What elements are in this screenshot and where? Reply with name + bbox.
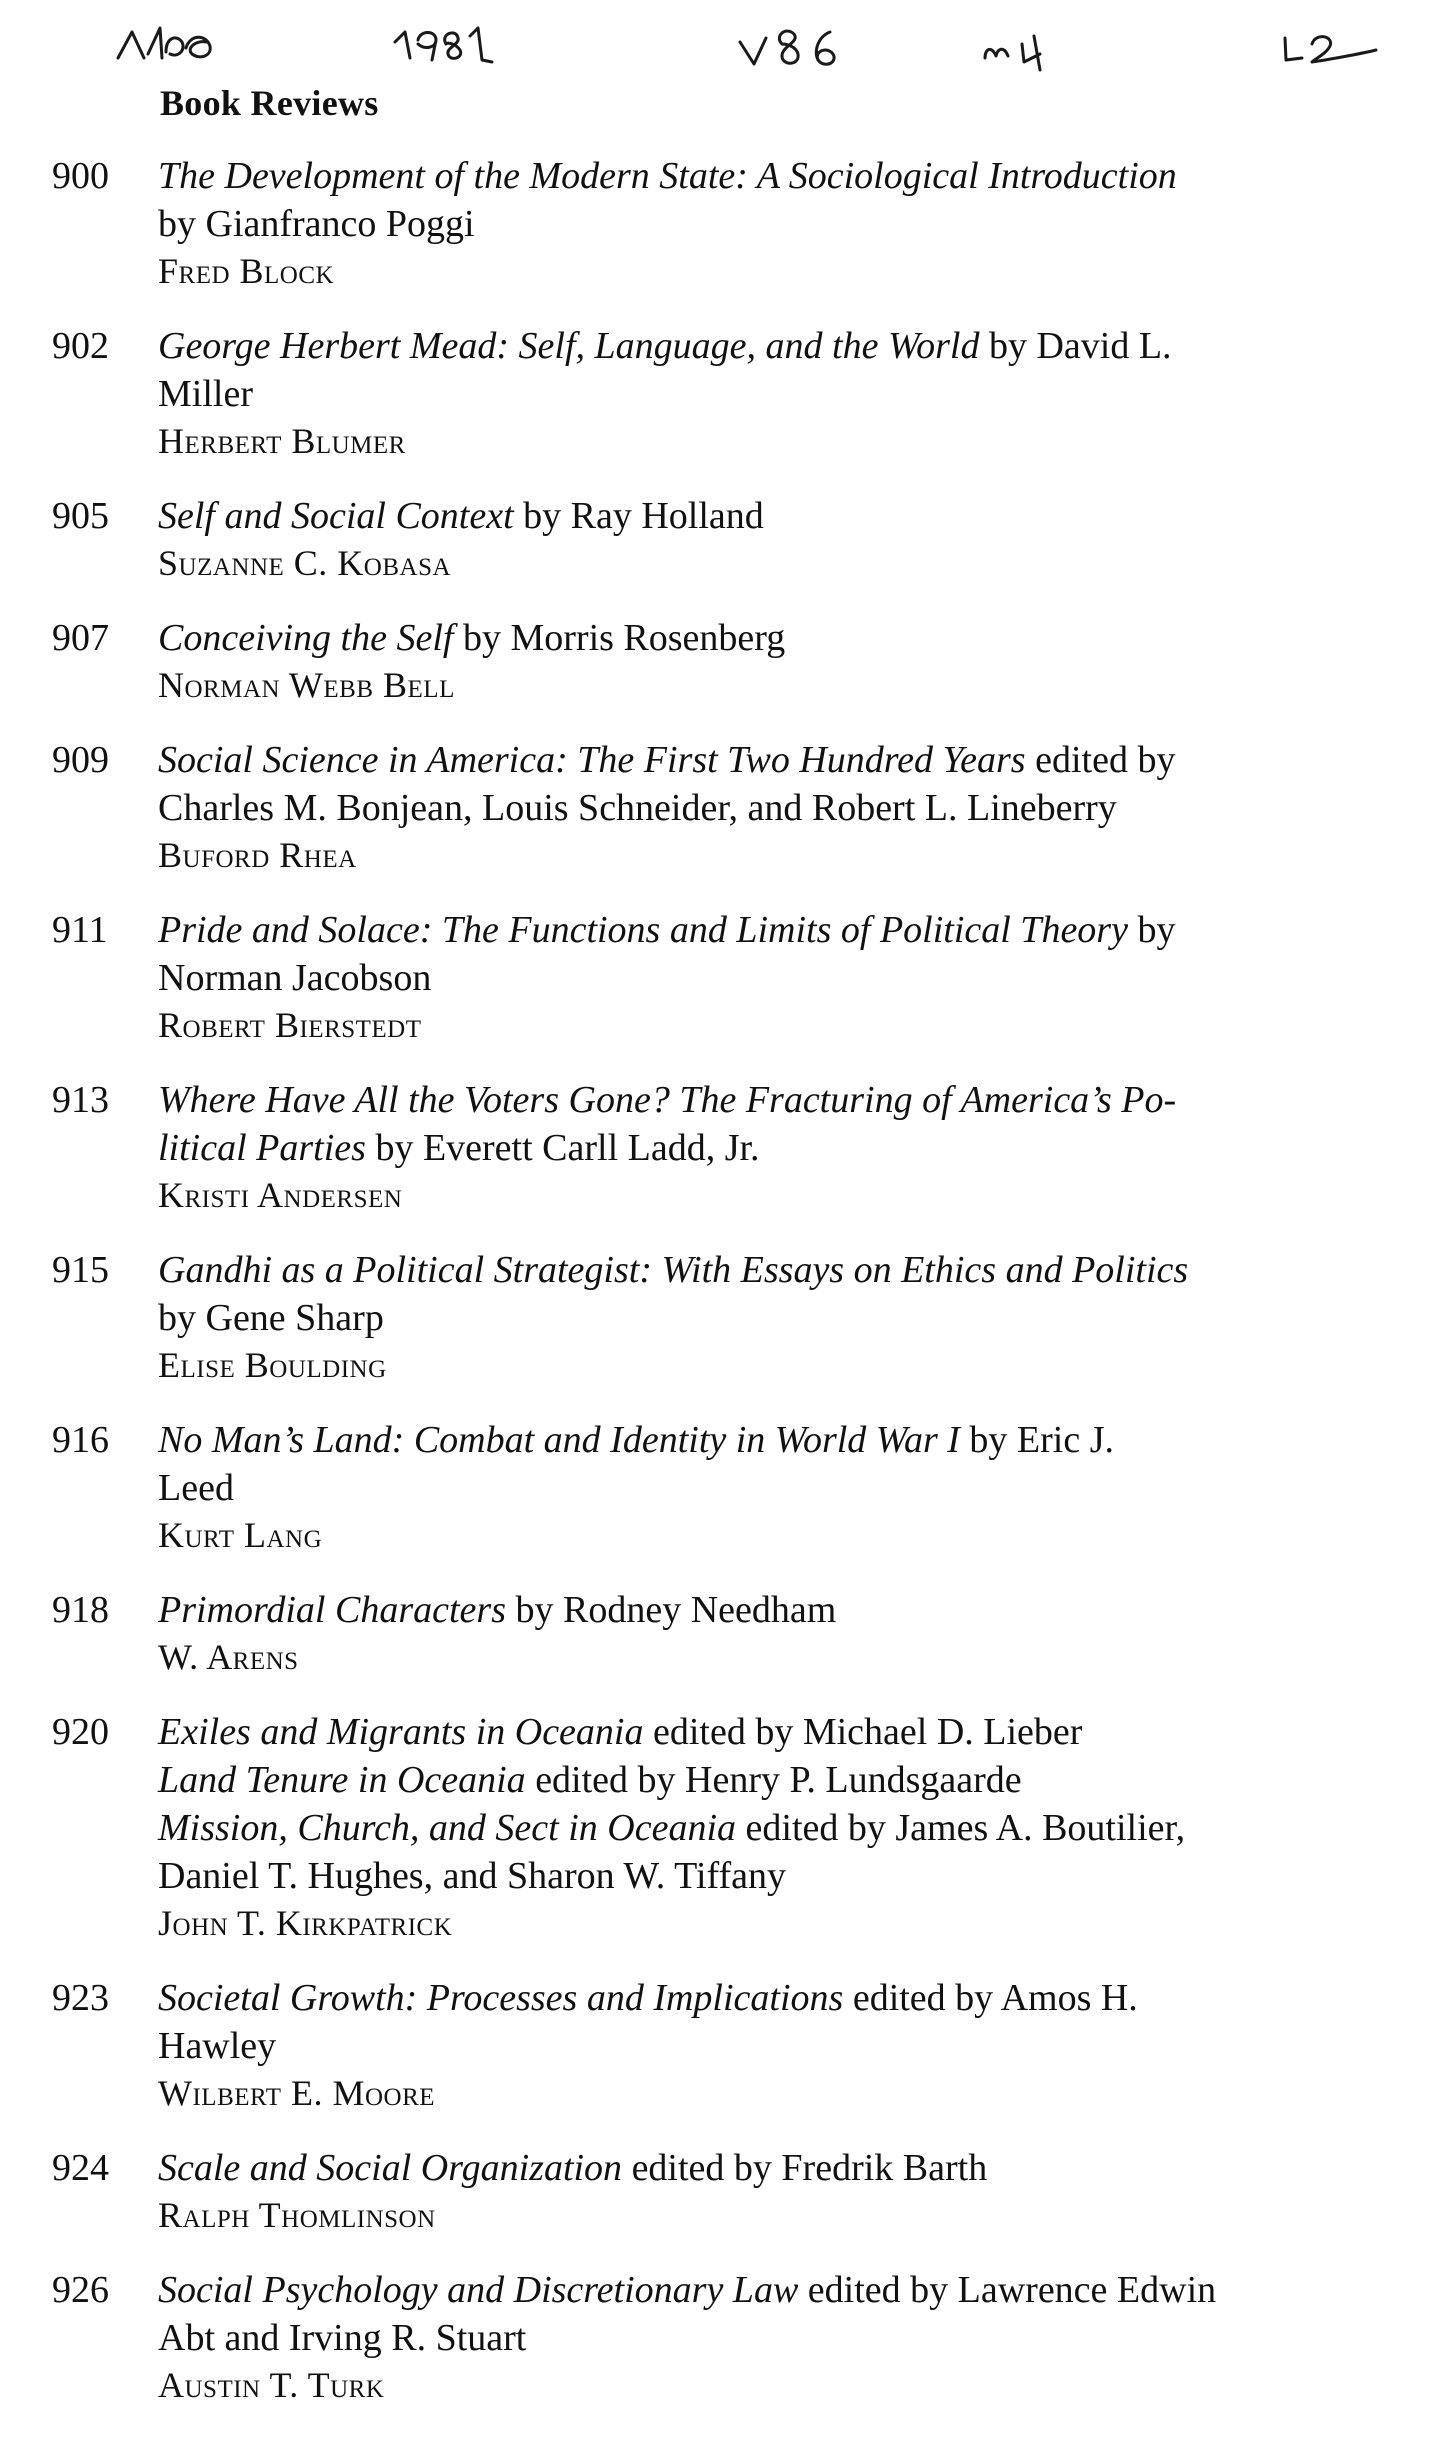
book-title: Societal Growth: Processes and Implications xyxy=(158,1977,844,2019)
page-number: 902 xyxy=(52,325,109,367)
citation-line xyxy=(158,614,1392,662)
citation-text: Norman Jacobson xyxy=(158,957,432,999)
review-citation xyxy=(158,2266,1392,2408)
book-title: Social Psychology and Discretionary Law xyxy=(158,2269,799,2311)
citation-line xyxy=(158,1586,1392,1634)
review-entry xyxy=(52,906,1392,1048)
page-number: 923 xyxy=(52,1977,109,2019)
citation-text: by xyxy=(1127,909,1176,951)
review-entry xyxy=(52,1974,1392,2116)
book-title: Mission, Church, and Sect in Oceania xyxy=(158,1807,737,1849)
review-citation xyxy=(158,1586,1392,1680)
citation-text: edited by Lawrence Edwin xyxy=(798,2269,1217,2311)
citation-line xyxy=(158,784,1392,832)
citation-text: Charles M. Bonjean, Louis Schneider, and Robert L. Lineberry xyxy=(158,787,1117,829)
citation-text: edited by James A. Boutilier, xyxy=(736,1807,1186,1849)
citation-line xyxy=(158,2266,1392,2314)
review-entry xyxy=(52,152,1392,294)
reviewer-name: Robert Bierstedt xyxy=(158,1005,422,1045)
reviewer-name: John T. Kirkpatrick xyxy=(158,1903,453,1943)
review-citation xyxy=(158,1416,1392,1558)
citation-text: edited by Michael D. Lieber xyxy=(643,1711,1083,1753)
review-citation xyxy=(158,906,1392,1048)
review-entry xyxy=(52,736,1392,878)
page-number: 915 xyxy=(52,1249,109,1291)
review-entry xyxy=(52,1246,1392,1388)
reviewer-name: Elise Boulding xyxy=(158,1345,387,1385)
citation-line xyxy=(158,1852,1392,1900)
citation-line xyxy=(158,1416,1392,1464)
citation-line xyxy=(158,2022,1392,2070)
citation-text: by Eric J. xyxy=(959,1419,1114,1461)
page-number: 907 xyxy=(52,617,109,659)
book-title: Exiles and Migrants in Oceania xyxy=(158,1711,644,1753)
page-number: 916 xyxy=(52,1419,109,1461)
review-entry xyxy=(52,1076,1392,1218)
citation-text: by Everett Carll Ladd, Jr. xyxy=(365,1127,760,1169)
book-title: litical Parties xyxy=(158,1127,366,1169)
reviewer-name: Herbert Blumer xyxy=(158,421,406,461)
citation-text: edited by Amos H. xyxy=(843,1977,1138,2019)
page-number: 911 xyxy=(52,909,108,951)
citation-text: edited by Fredrik Barth xyxy=(622,2147,988,2189)
book-title: Gandhi as a Political Strategist: With Essays on Ethics and Politics xyxy=(158,1249,1189,1291)
page-number: 924 xyxy=(52,2147,109,2189)
review-citation xyxy=(158,492,1392,586)
page-number: 918 xyxy=(52,1589,109,1631)
citation-text: by Morris Rosenberg xyxy=(453,617,786,659)
reviewer-name: Kristi Andersen xyxy=(158,1175,403,1215)
citation-line xyxy=(158,1974,1392,2022)
review-entry xyxy=(52,614,1392,708)
citation-text: by Ray Holland xyxy=(513,495,764,537)
review-entry xyxy=(52,2144,1392,2238)
book-title: Land Tenure in Oceania xyxy=(158,1759,526,1801)
book-title: Conceiving the Self xyxy=(158,617,454,659)
reviewer-name: Buford Rhea xyxy=(158,835,357,875)
citation-text: by Gianfranco Poggi xyxy=(158,203,475,245)
section-title: Book Reviews xyxy=(160,83,379,123)
citation-line xyxy=(158,322,1392,370)
citation-text: edited by Henry P. Lundsgaarde xyxy=(525,1759,1022,1801)
citation-line xyxy=(158,1464,1392,1512)
review-citation xyxy=(158,614,1392,708)
review-entry xyxy=(52,1416,1392,1558)
citation-line xyxy=(158,152,1392,200)
citation-text: Hawley xyxy=(158,2025,277,2067)
review-citation xyxy=(158,736,1392,878)
reviewer-name: Suzanne C. Kobasa xyxy=(158,543,452,583)
citation-line xyxy=(158,2314,1392,2362)
book-title: George Herbert Mead: Self, Language, and the World xyxy=(158,325,980,367)
page-number: 900 xyxy=(52,155,109,197)
citation-text: Leed xyxy=(158,1467,234,1509)
citation-line xyxy=(158,1076,1392,1124)
book-reviews-page xyxy=(52,82,1392,2436)
page-number: 905 xyxy=(52,495,109,537)
page-number: 913 xyxy=(52,1079,109,1121)
book-title: Primordial Characters xyxy=(158,1589,506,1631)
citation-line xyxy=(158,1124,1392,1172)
citation-line xyxy=(158,1804,1392,1852)
review-entry xyxy=(52,1708,1392,1946)
reviewer-name: W. Arens xyxy=(158,1637,299,1677)
citation-text: Miller xyxy=(158,373,253,415)
citation-line xyxy=(158,370,1392,418)
citation-line xyxy=(158,1756,1392,1804)
citation-line xyxy=(158,200,1392,248)
review-citation xyxy=(158,1246,1392,1388)
review-citation xyxy=(158,1974,1392,2116)
reviewer-name: Wilbert E. Moore xyxy=(158,2073,436,2113)
review-citation xyxy=(158,322,1392,464)
reviewer-name: Fred Block xyxy=(158,251,335,291)
citation-line xyxy=(158,492,1392,540)
book-title: Social Science in America: The First Two Hundred Years xyxy=(158,739,1026,781)
citation-line xyxy=(158,954,1392,1002)
citation-line xyxy=(158,1294,1392,1342)
citation-line xyxy=(158,2144,1392,2192)
book-title: Pride and Solace: The Functions and Limits of Political Theory xyxy=(158,909,1128,951)
reviewer-name: Kurt Lang xyxy=(158,1515,323,1555)
reviewer-name: Norman Webb Bell xyxy=(158,665,455,705)
reviewer-name: Austin T. Turk xyxy=(158,2365,385,2405)
citation-line xyxy=(158,906,1392,954)
citation-text: edited by xyxy=(1025,739,1176,781)
citation-line xyxy=(158,736,1392,784)
review-entry xyxy=(52,492,1392,586)
citation-text: Abt and Irving R. Stuart xyxy=(158,2317,527,2359)
page-number: 909 xyxy=(52,739,109,781)
book-title: Where Have All the Voters Gone? The Fracturing of America’s Po- xyxy=(158,1079,1177,1121)
citation-text: by David L. xyxy=(979,325,1172,367)
citation-line xyxy=(158,1708,1392,1756)
page-number: 926 xyxy=(52,2269,109,2311)
book-title: Scale and Social Organization xyxy=(158,2147,623,2189)
review-entry xyxy=(52,1586,1392,1680)
page-number: 920 xyxy=(52,1711,109,1753)
book-title: The Development of the Modern State: A Sociological Introduction xyxy=(158,155,1177,197)
citation-text: by Gene Sharp xyxy=(158,1297,384,1339)
review-citation xyxy=(158,2144,1392,2238)
review-entry xyxy=(52,2266,1392,2408)
reviewer-name: Ralph Thomlinson xyxy=(158,2195,436,2235)
review-citation xyxy=(158,1708,1392,1946)
book-title: No Man’s Land: Combat and Identity in World War I xyxy=(158,1419,960,1461)
review-list xyxy=(52,152,1392,2408)
review-citation xyxy=(158,152,1392,294)
citation-text: Daniel T. Hughes, and Sharon W. Tiffany xyxy=(158,1855,787,1897)
citation-line xyxy=(158,1246,1392,1294)
review-citation xyxy=(158,1076,1392,1218)
review-entry xyxy=(52,322,1392,464)
citation-text: by Rodney Needham xyxy=(506,1589,837,1631)
book-title: Self and Social Context xyxy=(158,495,514,537)
